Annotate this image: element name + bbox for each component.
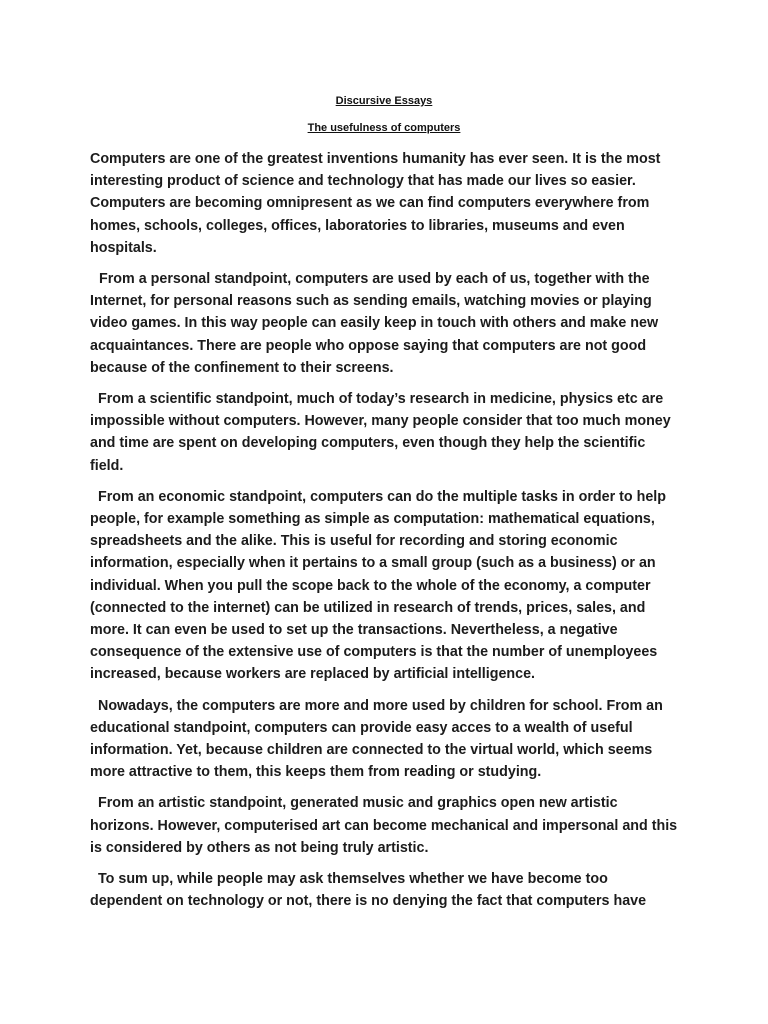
paragraph-personal: From a personal standpoint, computers are used by each of us, together with the Internet, for personal reasons such as sending emails, watching movies or playing video games. In this way people can easily keep in touch with others and make new acquaintances. There are people who oppose saying that computers are not good because of the confinement to their screens.	[90, 271, 659, 376]
paragraph-intro: Computers are one of the greatest inventions humanity has ever seen. It is the most interesting product of science and technology that has made our lives so easier. Computers are becoming omnipresent as we can find computers everywhere from homes, schools, colleges, offices, laboratories to libraries, museums and even hospitals.	[90, 151, 661, 256]
document-title: Discursive Essays	[335, 95, 433, 107]
paragraph-educational: Nowadays, the computers are more and more used by children for school. From an educational standpoint, computers can provide easy acces to a wealth of useful information. Yet, because children are connected to the virtual world, which seems more attractive to them, this keeps them from reading or studying.	[90, 697, 663, 781]
document-body	[90, 148, 680, 922]
paragraph-conclusion: To sum up, while people may ask themselves whether we have become too dependent on technology or not, there is no denying the fact that computers have	[90, 871, 647, 910]
paragraph-economic: From an economic standpoint, computers can do the multiple tasks in order to help people, for example something as simple as computation: mathematical equations, spreadsheets and the alike. This is useful for recording and storing economic information, especially when it pertains to a small group (such as a business) or an individual. When you pull the scope back to the whole of the economy, a computer (connected to the internet) can be utilized in research of trends, prices, sales, and more. It can even be used to set up the transactions. Nevertheless, a negative consequence of the extensive use of computers is that the number of unemployees increased, because workers are replaced by artificial intelligence.	[90, 488, 666, 683]
paragraph-scientific: From a scientific standpoint, much of today’s research in medicine, physics etc are impossible without computers. However, many people consider that too much money and time are spent on developing computers, even though they help the scientific field.	[90, 391, 671, 474]
document-subtitle: The usefulness of computers	[307, 122, 461, 134]
paragraph-artistic: From an artistic standpoint, generated music and graphics open new artistic horizons. However, computerised art can become mechanical and impersonal and this is considered by others as not being truly artistic.	[90, 795, 678, 856]
